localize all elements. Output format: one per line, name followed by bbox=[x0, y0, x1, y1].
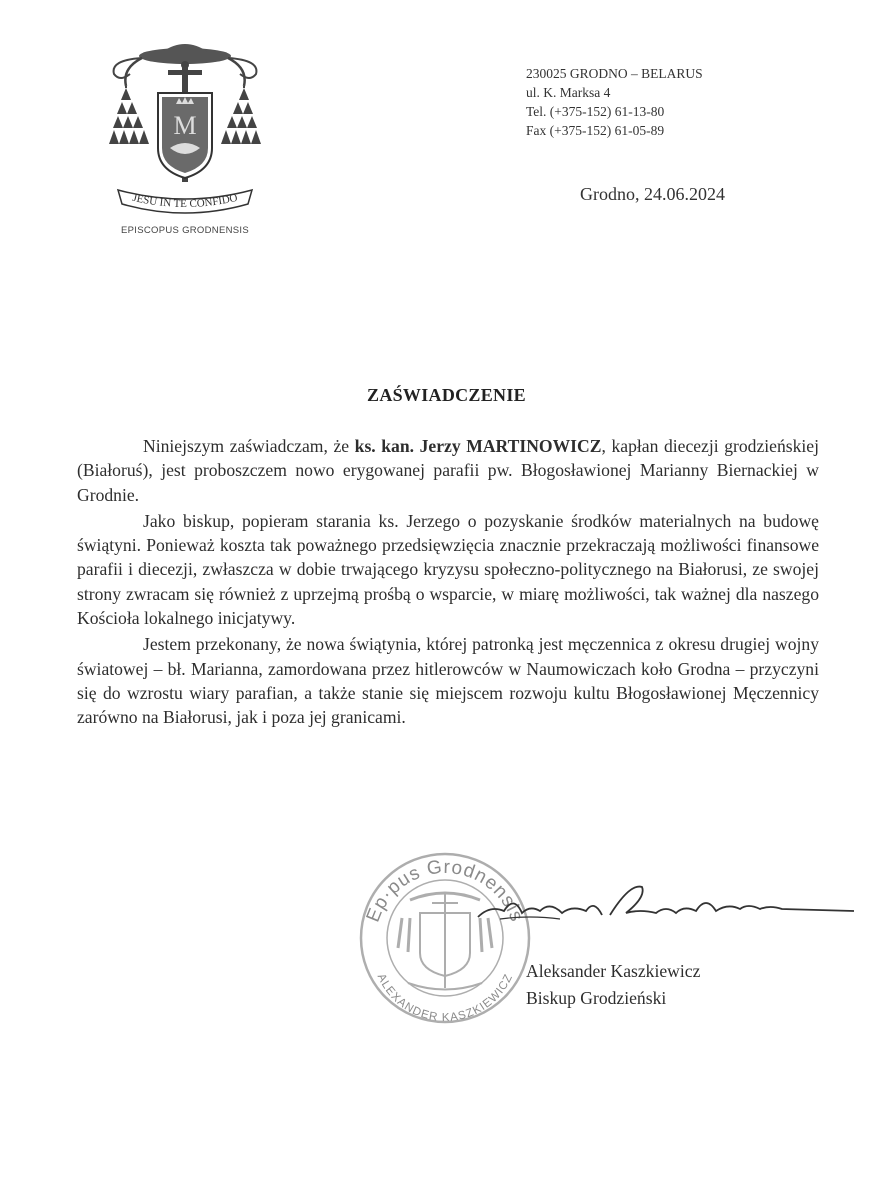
address-line-street: ul. K. Marksa 4 bbox=[526, 85, 611, 100]
document-title: ZAŚWIADCZENIE bbox=[367, 385, 526, 405]
address-tel: Tel. (+375-152) 61-13-80 bbox=[526, 104, 665, 119]
paragraph-2: Jako biskup, popieram starania ks. Jerzego o pozyskanie środków materialnych na budowę świątyni. Ponieważ koszta tak poważnego przedsięwzięcia znacznie przekraczają możliwości finansowe parafii i diecezji, zwłaszcza w dobie trwającego kryzysu społeczno-politycznego na Białorusi, ze swojej strony zwracam się również z uprzejmą prośbą o wsparcie, w miarę możliwości, tak ważnej dla naszego Kościoła lokalnego inicjatywy. bbox=[77, 510, 819, 629]
signer-role: Biskup Grodzieński bbox=[526, 988, 667, 1008]
paragraph-1: Niniejszym zaświadczam, że ks. kan. Jerzy MARTINOWICZ, kapłan diecezji grodzieńskiej (Białoruś), jest proboszczem nowo erygowanej parafii pw. Błogosławionej Marianny Biernackiej w Grodnie. bbox=[77, 436, 820, 505]
svg-text:ALEXANDER KASZKIEWICZ: ALEXANDER KASZKIEWICZ bbox=[374, 971, 516, 1025]
coat-of-arms-icon bbox=[100, 38, 270, 223]
letter-date: Grodno, 24.06.2024 bbox=[580, 184, 725, 204]
coat-caption: EPISCOPUS GRODNENSIS bbox=[121, 225, 249, 236]
signer-name: Aleksander Kaszkiewicz bbox=[526, 961, 701, 981]
letter-body bbox=[77, 434, 819, 732]
svg-text:M: M bbox=[173, 111, 197, 140]
address-fax: Fax (+375-152) 61-05-89 bbox=[526, 123, 665, 138]
handwritten-signature bbox=[470, 875, 860, 935]
episcopal-coat-of-arms bbox=[100, 38, 270, 238]
priest-name: ks. kan. Jerzy MARTINOWICZ bbox=[354, 436, 602, 456]
address-line-city: 230025 GRODNO – BELARUS bbox=[526, 66, 703, 81]
address-block bbox=[526, 64, 703, 140]
svg-text:JESU IN TE CONFIDO: JESU IN TE CONFIDO bbox=[131, 191, 239, 211]
signature-icon bbox=[470, 875, 860, 935]
signer-block bbox=[526, 958, 700, 1012]
svg-text:Ep·pus Grodnensis: Ep·pus Grodnensis bbox=[362, 856, 528, 926]
paragraph-3: Jestem przekonany, że nowa świątynia, której patronką jest męczennica z okresu drugiej wojny światowej – bł. Marianna, zamordowana przez hitlerowców w Naumowiczach koło Grodna – przyczyni się do wzrostu wiary parafian, a także stanie się miejscem rozwoju kultu Błogosławionej Męczennicy zarówno na Białorusi, jak i poza jej granicami. bbox=[77, 634, 819, 728]
